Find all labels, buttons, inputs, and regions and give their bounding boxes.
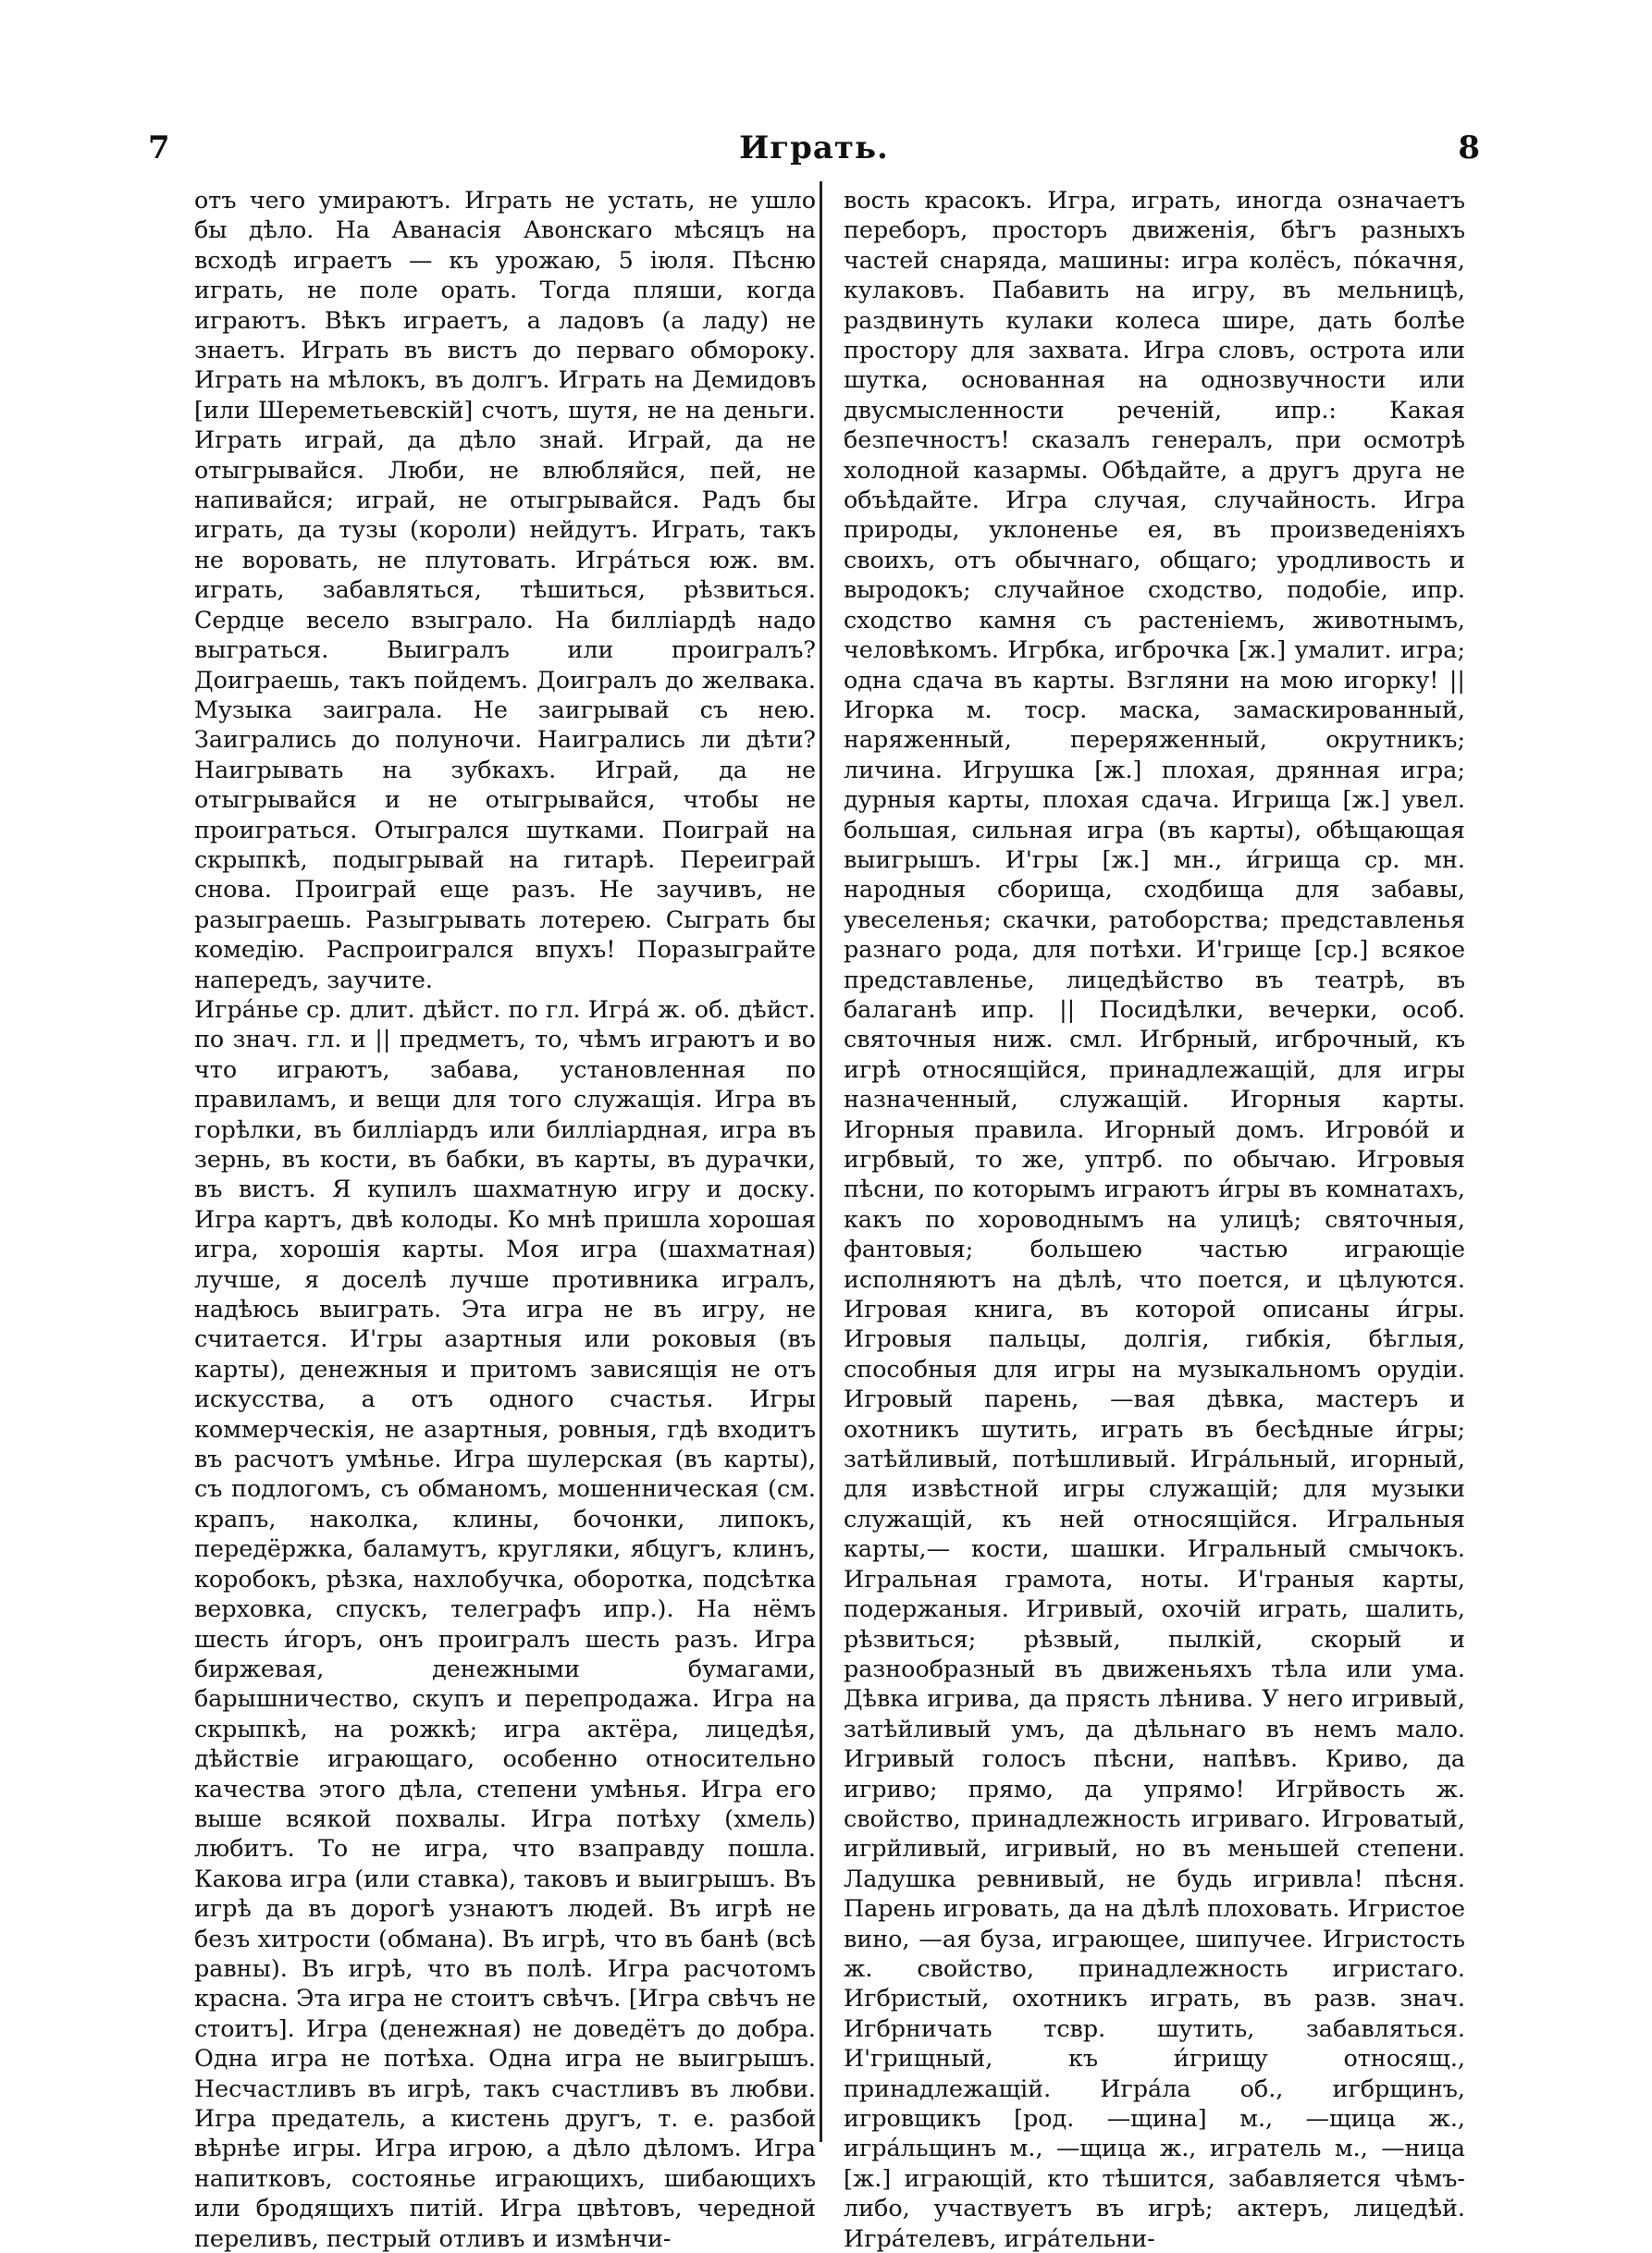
- left-column: [194, 185, 816, 2252]
- column-divider: [820, 181, 822, 2142]
- page-header: [148, 129, 1480, 176]
- paragraph: отъ чего умираютъ. Играть не устать, не ушло бы дѣло. На Аванасія Авонскаго мѣсяцъ на всходѣ играетъ — къ урожаю, 5 іюля. Пѣсню играть, не поле орать. Тогда пляши, когда играютъ. Вѣкъ играетъ, а ладовъ (а ладу) не знаетъ. Играть въ вистъ до перваго обмороку. Играть на мѣлокъ, въ долгъ. Играть на Демидовъ [или Шереметьевскій] счотъ, шутя, не на деньги. Играть играй, да дѣло знай. Играй, да не отыгрывайся. Люби, не влюбляйся, пей, не напивайся; играй, не отыгрывайся. Радъ бы играть, да тузы (короли) нейдутъ. Играть, такъ не воровать, не плутовать. Игра́ться юж. вм. играть, забавляться, тѣшиться, рѣзвиться. Сердце весело взыграло. На билліардѣ надо выграться. Выигралъ или проигралъ? Доиграешь, такъ пойдемъ. Доигралъ до желвака. Музыка заиграла. Не заигрывай съ нею. Заигрались до полуночи. Наигрались ли дѣти? Наигрывать на зубкахъ. Играй, да не отыгрывайся и не отыгрывайся, чтобы не проиграться. Отыгрался шутками. Поиграй на скрыпкѣ, подыгрывай на гитарѣ. Переиграй снова. Проиграй еще разъ. Не заучивъ, не разыграешь. Разыгрывать лотерею. Сыграть бы комедію. Распроигрался впухъ! Поразыграйте напередъ, заучите.: [194, 186, 816, 993]
- right-page-number: 8: [1458, 129, 1480, 166]
- right-column: [844, 185, 1465, 2252]
- running-title: Играть.: [739, 129, 889, 166]
- paragraph: вость красокъ. Игра, играть, иногда означаетъ переборъ, просторъ движенія, бѣгъ разныхъ частей снаряда, машины: игра колёсъ, по́качня, кулаковъ. Пабавить на игру, въ мельницѣ, раздвинуть кулаки колеса шире, дать болѣе простору для захвата. Игра словъ, острота или шутка, основанная на однозвучности или двусмысленности реченій, ипр.: Какая безпечностъ! сказалъ генералъ, при осмотрѣ холодной казармы. Обѣдайте, а другъ друга не объѣдайте. Игра случая, случайность. Игра природы, уклоненье ея, въ произведеніяхъ своихъ, отъ обычнаго, общаго; уродливость и выродокъ; случайное сходство, подобіе, ипр. сходство камня съ растеніемъ, животнымъ, человѣкомъ. Игрбка, игброчка [ж.] умалит. игра; одна сдача въ карты. Взгляни на мою игорку! || Игорка м. тоср. маска, замаскированный, наряженный, переряженный, окрутникъ; личина. Игрушка [ж.] плохая, дрянная игра; дурныя карты, плохая сдача. Игрища [ж.] увел. большая, сильная игра (въ карты), обѣщающая выигрышъ. И'гры [ж.] мн., и́грища ср. мн. народныя сборища, сходбища для забавы, увеселенья; скачки, ратоборства; представленья разнаго рода, для потѣхи. И'грище [ср.] всякое представленье, лицедѣйство въ театрѣ, въ балаганѣ ипр. || Посидѣлки, вечерки, особ. святочныя ниж. смл. Игбрный, игброчный, къ игрѣ относящійся, принадлежащій, для игры назначенный, служащій. Игорныя карты. Игорныя правила. Игорный домъ. Игрово́й и игрбвый, то же, уптрб. по обычаю. Игровыя пѣсни, по которымъ играютъ и́гры въ комнатахъ, какъ по хороводнымъ на улицѣ; святочныя, фантовыя; большею частью играющіе исполняютъ на дѣлѣ, что поется, и цѣлуются. Игровая книга, въ которой описаны и́гры. Игровыя пальцы, долгія, гибкія, бѣглыя, способныя для игры на музыкальномъ орудіи. Игровый парень, —вая дѣвка, мастеръ и охотникъ шутить, играть въ бесѣдные и́гры; затѣйливый, потѣшливый. Игра́льный, игорный, для извѣстной игры служащій; для музыки служащій, къ ней относящійся. Игральныя карты,— кости, шашки. Игральный смычокъ. Игральная грамота, ноты. И'граныя карты, подержаныя. Игривый, охочій играть, шалить, рѣзвиться; рѣзвый, пылкій, скорый и разнообразный въ движеньяхъ тѣла или ума. Дѣвка игрива, да прясть лѣнива. У него игривый, затѣйливый умъ, да дѣльнаго въ немъ мало. Игривый голосъ пѣсни, напѣвъ. Криво, да игриво; прямо, да упрямо! Игрйвость ж. свойство, принадлежность игриваго. Игроватый, игрйливый, игривый, но въ меньшей степени. Ладушка ревнивый, не будь игривла! пѣсня. Парень игровать, да на дѣлѣ плоховать. Игристое вино, —ая буза, играющее, шипучее. Игристость ж. свойство, принадлежность игристаго. Игбристый, охотникъ играть, въ разв. знач. Игбрничать тсвр. шутить, забавляться. И'грищный, къ и́грищу относящ., принадлежащій. Игра́ла об., игбрщинъ, игровщикъ [род. —щина] м., —щица ж., игра́льщинъ м., —щица ж., игратель м., —ница [ж.] играющій, кто тѣшится, забавляется чѣмъ-либо, участвуетъ въ игрѣ; актеръ, лицедѣй. Игра́телевъ, игра́тельни-: [844, 186, 1465, 2252]
- paragraph: Игра́нье ср. длит. дѣйст. по гл. Игра́ ж. об. дѣйст. по знач. гл. и || предметъ, то, чѣмъ играютъ и во что играютъ, забава, установленная по правиламъ, и вещи для того служащія. Игра въ горѣлки, въ билліардъ или билліардная, игра въ зернь, въ кости, въ бабки, въ карты, въ дурачки, въ вистъ. Я купилъ шахматную игру и доску. Игра картъ, двѣ колоды. Ко мнѣ пришла хорошая игра, хорошія карты. Моя игра (шахматная) лучше, я доселѣ лучше противника игралъ, надѣюсь выиграть. Эта игра не въ игру, не считается. И'гры азартныя или роковыя (въ карты), денежныя и притомъ зависящія не отъ искусства, а отъ одного счастья. Игры коммерческія, не азартныя, ровныя, гдѣ входитъ въ расчотъ умѣнье. Игра шулерская (въ карты), съ подлогомъ, съ обманомъ, мошенническая (см. крапъ, наколка, клины, бочонки, липокъ, передёржка, баламутъ, кругляки, ябцугъ, клинъ, коробокъ, рѣзка, нахлобучка, оборотка, подсѣтка верховка, спускъ, телеграфъ ипр.). На нёмъ шесть и́горъ, онъ проигралъ шесть разъ. Игра биржевая, денежными бумагами, барышничество, скупъ и перепродажа. Игра на скрыпкѣ, на рожкѣ; игра актёра, лицедѣя, дѣйствіе играющаго, особенно относительно качества этого дѣла, степени умѣнья. Игра его выше всякой похвалы. Игра потѣху (хмель) любитъ. То не игра, что взаправду пошла. Какова игра (или ставка), таковъ и выигрышъ. Въ игрѣ да въ дорогѣ узнаютъ людей. Въ игрѣ не безъ хитрости (обмана). Въ игрѣ, что въ банѣ (всѣ равны). Въ игрѣ, что въ полѣ. Игра расчотомъ красна. Эта игра не стоитъ свѣчъ. [Игра свѣчъ не стоитъ]. Игра (денежная) не доведётъ до добра. Одна игра не потѣха. Одна игра не выигрышъ. Несчастливъ въ игрѣ, такъ счастливъ въ любви. Игра предатель, а кистень другъ, т. е. разбой вѣрнѣе игры. Игра игрою, а дѣло дѣломъ. Игра напитковъ, состоянье играющихъ, шибающихъ или бродящихъ питій. Игра цвѣтовъ, чередной переливъ, пестрый отливъ и измѣнчи-: [194, 994, 816, 2252]
- left-page-number: 7: [148, 129, 170, 166]
